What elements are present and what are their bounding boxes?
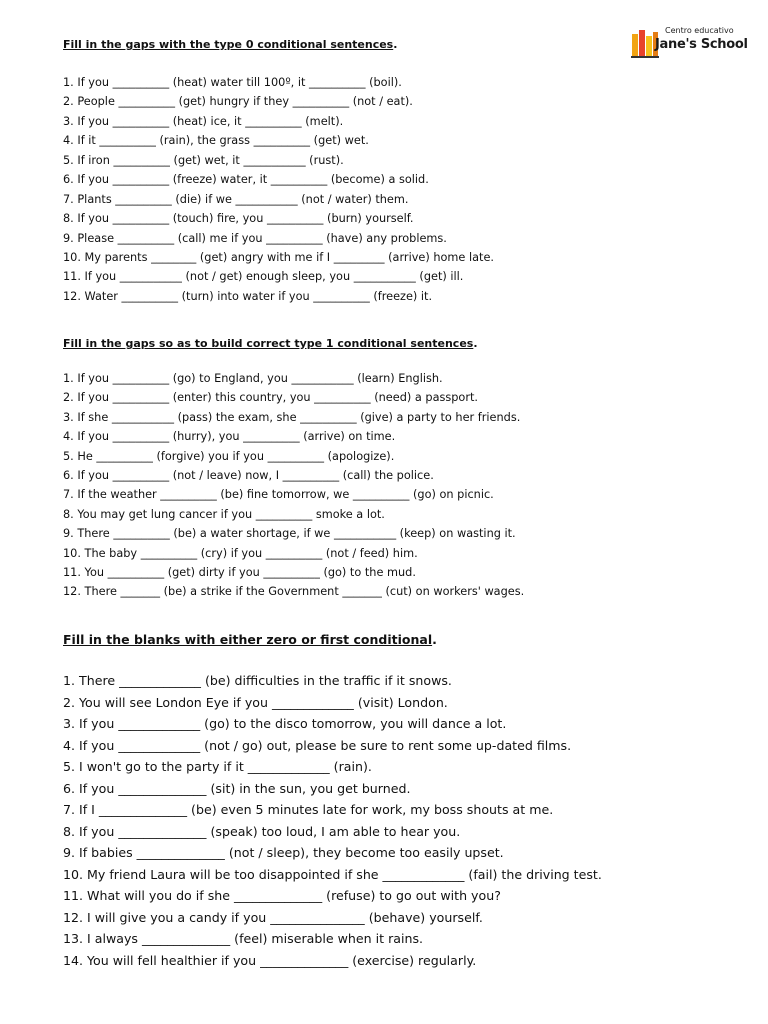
list-item: 3. If she ___________ (pass) the exam, she __________ (give) a party to her friends. [63, 410, 521, 424]
list-item: 1. If you __________ (heat) water till 100º, it __________ (boil). [63, 76, 402, 89]
list-item: 4. If it __________ (rain), the grass __________ (get) wet. [63, 134, 369, 148]
section-1-title: Fill in the gaps with the type 0 conditional sentences [63, 38, 394, 51]
list-item: 5. If iron __________ (get) wet, it ___________ (rust). [63, 153, 344, 167]
list-item: 6. If you __________ (freeze) water, it __________ (become) a solid. [63, 173, 429, 187]
list-item: 10. My friend Laura will be too disappointed if she _____________ (fail) the driving test. [63, 866, 602, 882]
list-item: 2. You will see London Eye if you _____________ (visit) London. [63, 694, 448, 710]
section-3-list [63, 670, 602, 971]
list-item: 4. If you _____________ (not / go) out, please be sure to rent some up-dated films. [63, 737, 572, 753]
section-1-period: . [393, 38, 398, 51]
section-2-period: . [473, 337, 478, 350]
section-2-list [63, 369, 524, 602]
list-item: 8. If you __________ (touch) fire, you __________ (burn) yourself. [63, 212, 414, 226]
list-item: 1. If you __________ (go) to England, you ___________ (learn) English. [63, 372, 443, 385]
section-2-heading [63, 337, 478, 350]
list-item: 3. If you __________ (heat) ice, it __________ (melt). [63, 114, 344, 128]
list-item: 11. You __________ (get) dirty if you __________ (go) to the mud. [63, 565, 416, 579]
list-item: 5. I won't go to the party if it _____________ (rain). [63, 759, 372, 774]
section-3-heading [63, 632, 437, 647]
list-item: 9. Please __________ (call) me if you __________ (have) any problems. [63, 231, 447, 245]
list-item: 11. If you ___________ (not / get) enough sleep, you ___________ (get) ill. [63, 270, 464, 284]
section-3-title: Fill in the blanks with either zero or first conditional [63, 632, 433, 647]
list-item: 2. If you __________ (enter) this country, you __________ (need) a passport. [63, 391, 479, 405]
list-item: 6. If you __________ (not / leave) now, I __________ (call) the police. [63, 468, 434, 482]
section-1-list [63, 73, 494, 306]
section-3-period: . [432, 632, 437, 647]
list-item: 6. If you ______________ (sit) in the sun, you get burned. [63, 780, 411, 796]
section-1-heading [63, 38, 397, 51]
list-item: 12. There _______ (be) a strike if the Government _______ (cut) on workers' wages. [63, 585, 525, 599]
list-item: 10. The baby __________ (cry) if you __________ (not / feed) him. [63, 546, 418, 560]
section-2-title: Fill in the gaps so as to build correct type 1 conditional sentences [63, 337, 474, 350]
list-item: 7. If the weather __________ (be) fine tomorrow, we __________ (go) on picnic. [63, 488, 494, 502]
school-logo [630, 24, 760, 64]
list-item: 12. I will give you a candy if you _______________ (behave) yourself. [63, 909, 483, 925]
list-item: 14. You will fell healthier if you ______________ (exercise) regularly. [63, 952, 477, 968]
list-item: 3. If you _____________ (go) to the disco tomorrow, you will dance a lot. [63, 716, 507, 731]
list-item: 7. Plants __________ (die) if we ___________ (not / water) them. [63, 192, 409, 206]
list-item: 13. I always ______________ (feel) miserable when it rains. [63, 931, 424, 946]
list-item: 8. You may get lung cancer if you __________ smoke a lot. [63, 507, 385, 521]
list-item: 10. My parents ________ (get) angry with me if I _________ (arrive) home late. [63, 250, 494, 264]
list-item: 4. If you __________ (hurry), you __________ (arrive) on time. [63, 430, 396, 444]
list-item: 9. If babies ______________ (not / sleep), they become too easily upset. [63, 845, 504, 860]
list-item: 7. If I ______________ (be) even 5 minutes late for work, my boss shouts at me. [63, 802, 554, 817]
logo-subtitle: Centro educativo [665, 26, 734, 35]
list-item: 5. He __________ (forgive) you if you __________ (apologize). [63, 449, 395, 463]
list-item: 11. What will you do if she ______________ (refuse) to go out with you? [63, 888, 501, 903]
list-item: 12. Water __________ (turn) into water if you __________ (freeze) it. [63, 289, 433, 303]
list-item: 9. There __________ (be) a water shortage, if we ___________ (keep) on wasting it. [63, 527, 516, 541]
list-item: 8. If you ______________ (speak) too loud, I am able to hear you. [63, 823, 461, 839]
list-item: 2. People __________ (get) hungry if they __________ (not / eat). [63, 95, 413, 109]
list-item: 1. There _____________ (be) difficulties in the traffic if it snows. [63, 673, 452, 688]
logo-name: Jane's School [655, 37, 748, 52]
